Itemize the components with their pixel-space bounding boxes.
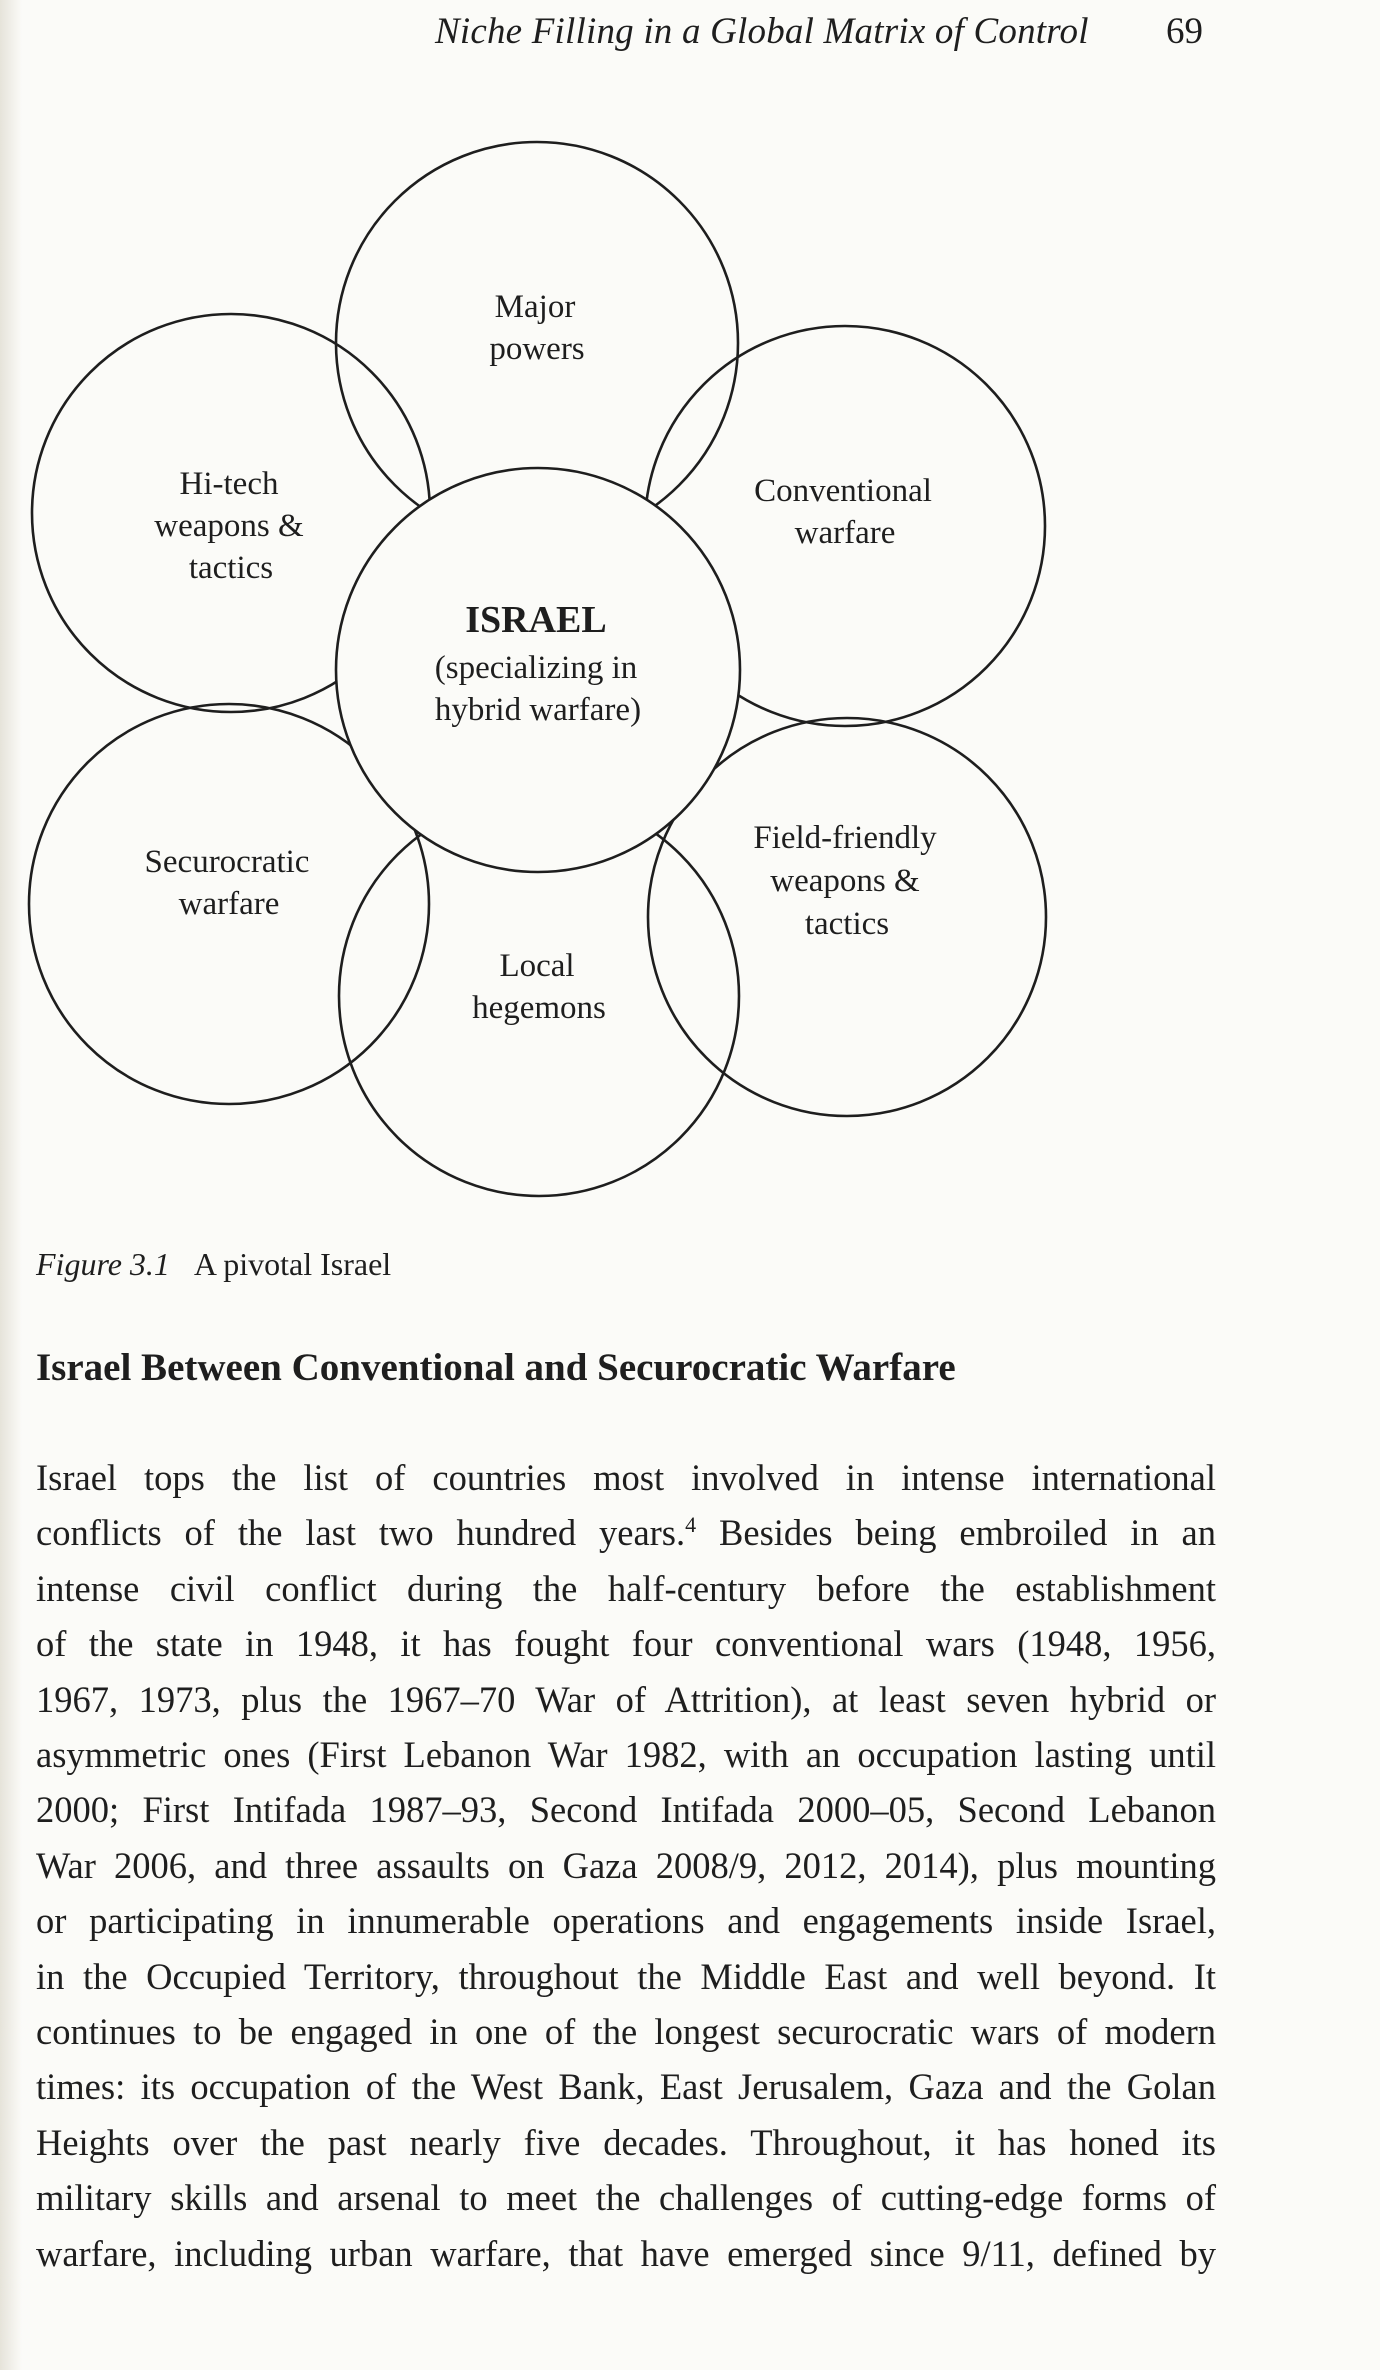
label-hi-tech-line-3: tactics <box>188 550 274 586</box>
running-head-title: Niche Filling in a Global Matrix of Control <box>435 11 1089 52</box>
body-line-9: or participating in innumerable operations and engagements inside Israel, <box>36 1900 1216 1942</box>
center-line-2: hybrid warfare) <box>434 692 642 728</box>
body-line-10: in the Occupied Territory, throughout the Middle East and well beyond. It <box>36 1955 1216 1997</box>
label-major-powers <box>489 289 584 367</box>
body-line-2 <box>36 1505 1216 1560</box>
body-line-7: 2000; First Intifada 1987–93, Second Intifada 2000–05, Second Lebanon <box>36 1789 1216 1831</box>
body-line-2-start: conflicts of the last two hundred years. <box>36 1512 686 1554</box>
body-line-3: intense civil conflict during the half-century before the establishment <box>36 1567 1216 1609</box>
label-securocratic-warfare <box>145 844 314 922</box>
label-conventional-warfare <box>754 473 936 551</box>
figure-svg <box>0 120 1100 1220</box>
label-hi-tech-line-1: Hi-tech <box>179 466 279 502</box>
section-heading: Israel Between Conventional and Securocratic Warfare <box>36 1346 956 1389</box>
body-line-4: of the state in 1948, it has fought four conventional wars (1948, 1956, <box>36 1623 1216 1665</box>
label-hi-tech <box>154 466 307 586</box>
center-title: ISRAEL <box>465 599 607 641</box>
label-major-powers-line-1: Major <box>494 289 576 325</box>
label-field-friendly-line-1: Field-friendly <box>753 820 937 856</box>
body-line-6: asymmetric ones (First Lebanon War 1982, with an occupation lasting until <box>36 1734 1216 1776</box>
body-line-5: 1967, 1973, plus the 1967–70 War of Attrition), at least seven hybrid or <box>36 1678 1216 1720</box>
label-field-friendly <box>753 820 940 942</box>
body-line-14: military skills and arsenal to meet the challenges of cutting-edge forms of <box>36 2177 1216 2219</box>
label-local-hegemons-line-2: hegemons <box>472 990 606 1026</box>
body-line-2-end: Besides being embroiled in an <box>696 1512 1216 1554</box>
label-local-hegemons-line-1: Local <box>499 948 575 984</box>
label-securocratic-line-1: Securocratic <box>144 844 310 880</box>
body-line-1: Israel tops the list of countries most involved in intense international <box>36 1457 1216 1498</box>
page-number: 69 <box>1166 11 1203 52</box>
figure-caption <box>36 1246 391 1283</box>
label-local-hegemons <box>472 948 606 1026</box>
figure-diagram <box>0 120 1100 1220</box>
label-securocratic-line-2: warfare <box>178 886 280 922</box>
footnote-marker: 4 <box>685 1512 697 1538</box>
body-line-15: warfare, including urban warfare, that have emerged since 9/11, defined by <box>36 2232 1216 2274</box>
figure-caption-text: A pivotal Israel <box>193 1246 392 1282</box>
body-line-8: War 2006, and three assaults on Gaza 2008/9, 2012, 2014), plus mounting <box>36 1844 1216 1886</box>
body-line-13: Heights over the past nearly five decades. Throughout, it has honed its <box>36 2121 1216 2163</box>
label-field-friendly-line-3: tactics <box>804 906 890 942</box>
label-hi-tech-line-2: weapons & <box>154 508 304 544</box>
label-major-powers-line-2: powers <box>489 331 585 367</box>
body-paragraph <box>36 1450 1216 2281</box>
center-label <box>435 599 642 728</box>
figure-caption-label: Figure 3.1 <box>36 1246 170 1282</box>
label-conventional-line-2: warfare <box>794 515 896 551</box>
body-line-11: continues to be engaged in one of the longest securocratic wars of modern <box>36 2011 1216 2053</box>
label-conventional-line-1: Conventional <box>754 473 932 509</box>
label-field-friendly-line-2: weapons & <box>770 863 920 899</box>
center-line-1: (specializing in <box>434 650 638 686</box>
body-line-12: times: its occupation of the West Bank, East Jerusalem, Gaza and the Golan <box>36 2066 1216 2108</box>
